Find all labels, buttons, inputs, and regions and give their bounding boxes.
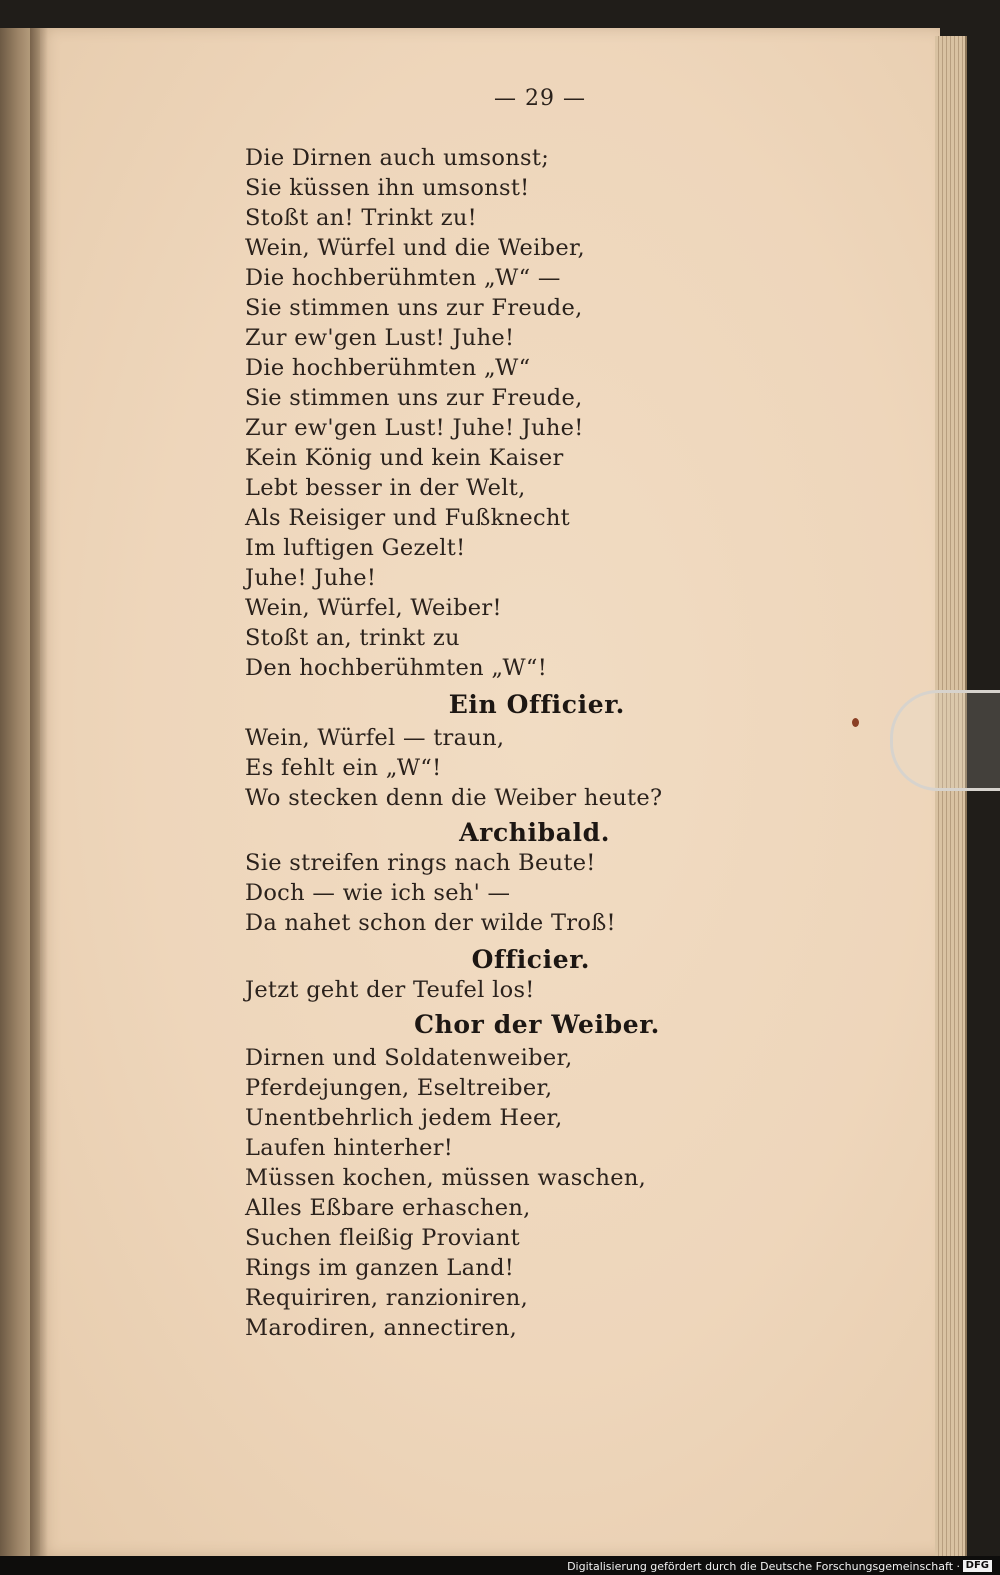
verse-line: Wo stecken denn die Weiber heute? <box>245 785 663 811</box>
verse-line: Die hochberühmten „W“ — <box>245 265 561 291</box>
verse-line: Requiriren, ranzioniren, <box>245 1285 529 1311</box>
verse-line: Den hochberühmten „W“! <box>245 655 548 681</box>
page-stack-edge <box>935 36 967 1556</box>
verse-line: Jetzt geht der Teufel los! <box>245 977 535 1003</box>
verse-line: Sie stimmen uns zur Freude, <box>245 385 583 411</box>
verse-line: Wein, Würfel und die Weiber, <box>245 235 586 261</box>
verse-line: Wein, Würfel, Weiber! <box>245 595 502 621</box>
verse-line: Die hochberühmten „W“ <box>245 355 531 381</box>
verse-line: Alles Eßbare erhaschen, <box>245 1195 531 1221</box>
verse-line: Zur ew'gen Lust! Juhe! <box>245 325 515 351</box>
spine-shadow <box>30 28 48 1558</box>
verse-line: Die Dirnen auch umsonst; <box>245 145 550 171</box>
dfg-logo: DFG <box>963 1560 992 1572</box>
speaker-heading: Chor der Weiber. <box>414 1010 660 1039</box>
verse-line: Rings im ganzen Land! <box>245 1255 515 1281</box>
page-clip-marker <box>890 690 1000 791</box>
verse-line: Kein König und kein Kaiser <box>245 445 564 471</box>
verse-line: Pferdejungen, Eseltreiber, <box>245 1075 553 1101</box>
footer-credit: Digitalisierung gefördert durch die Deutsche Forschungsgemeinschaft · <box>567 1560 960 1573</box>
speaker-heading: Officier. <box>471 945 590 974</box>
verse-line: Suchen fleißig Proviant <box>245 1225 520 1251</box>
verse-line: Als Reisiger und Fußknecht <box>245 505 571 531</box>
verse-line: Juhe! Juhe! <box>245 565 377 591</box>
verse-line: Sie küssen ihn umsonst! <box>245 175 530 201</box>
verse-line: Doch — wie ich seh' — <box>245 880 511 906</box>
verse-line: Im luftigen Gezelt! <box>245 535 466 561</box>
verse-line: Lebt besser in der Welt, <box>245 475 526 501</box>
verse-line: Marodiren, annectiren, <box>245 1315 518 1341</box>
speaker-heading: Ein Officier. <box>448 690 625 719</box>
verse-line: Stoßt an! Trinkt zu! <box>245 205 477 231</box>
speaker-heading: Archibald. <box>459 818 610 847</box>
verse-line: Sie streifen rings nach Beute! <box>245 850 596 876</box>
verse-line: Wein, Würfel — traun, <box>245 725 505 751</box>
verse-line: Dirnen und Soldatenweiber, <box>245 1045 573 1071</box>
page-number: — 29 — <box>494 86 586 111</box>
verse-line: Müssen kochen, müssen waschen, <box>245 1165 647 1191</box>
verse-line: Laufen hinterher! <box>245 1135 454 1161</box>
verse-line: Zur ew'gen Lust! Juhe! Juhe! <box>245 415 584 441</box>
verse-line: Da nahet schon der wilde Troß! <box>245 910 616 936</box>
verse-line: Es fehlt ein „W“! <box>245 755 442 781</box>
ink-dot-mark <box>852 718 859 727</box>
verse-line: Sie stimmen uns zur Freude, <box>245 295 583 321</box>
verse-line: Unentbehrlich jedem Heer, <box>245 1105 563 1131</box>
verse-line: Stoßt an, trinkt zu <box>245 625 460 651</box>
